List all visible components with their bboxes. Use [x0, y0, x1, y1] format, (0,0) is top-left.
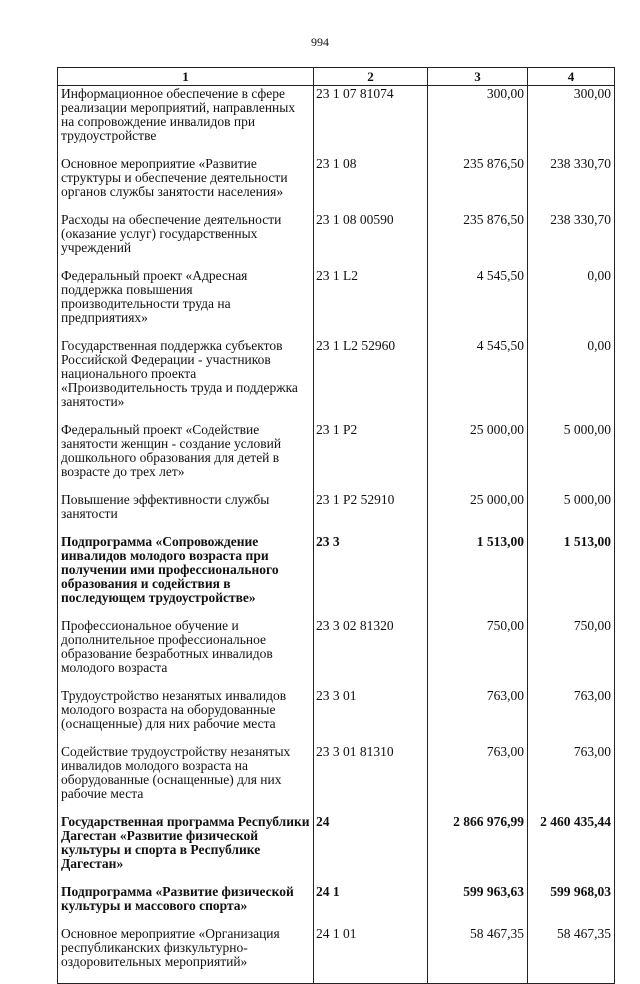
column-header-1: 1 — [58, 68, 314, 86]
row-code-cell: 23 3 01 81310 — [314, 745, 428, 815]
row-code-cell: 23 1 P2 52910 — [314, 493, 428, 535]
table-row — [58, 493, 615, 535]
row-value-2021-cell: 0,00 — [528, 269, 615, 339]
row-value-2020-cell: 300,00 — [428, 86, 528, 158]
row-value-2020-cell: 763,00 — [428, 689, 528, 745]
row-value-2021-cell: 5 000,00 — [528, 493, 615, 535]
table-row — [58, 269, 615, 339]
row-value-2020-cell: 235 876,50 — [428, 157, 528, 213]
page-number: 994 — [311, 35, 329, 49]
table-header-row — [58, 68, 615, 86]
table-row — [58, 86, 615, 158]
row-name-cell: Федеральный проект «Адресная поддержка повышения производительности труда на предприятиях» — [58, 269, 314, 339]
table-row — [58, 689, 615, 745]
row-value-2020-cell: 235 876,50 — [428, 213, 528, 269]
row-value-2020-cell: 599 963,63 — [428, 885, 528, 927]
row-name-cell: Государственная программа Республики Дагестан «Развитие физической культуры и спорта в Республике Дагестан» — [58, 815, 314, 885]
row-code-cell: 23 3 02 81320 — [314, 619, 428, 689]
row-value-2021-cell: 599 968,03 — [528, 885, 615, 927]
row-code-cell: 23 1 07 81074 — [314, 86, 428, 158]
table-row — [58, 213, 615, 269]
row-value-2021-cell: 0,00 — [528, 339, 615, 423]
row-value-2020-cell: 1 513,00 — [428, 535, 528, 619]
row-value-2021-cell: 763,00 — [528, 689, 615, 745]
row-name-cell: Государственная поддержка субъектов Российской Федерации - участников национального проекта «Производительность труда и поддержка занятости» — [58, 339, 314, 423]
table-row — [58, 619, 615, 689]
row-name-cell: Трудоустройство незанятых инвалидов молодого возраста на оборудованные (оснащенные) для них рабочие места — [58, 689, 314, 745]
row-name-cell: Подпрограмма «Сопровождение инвалидов молодого возраста при получении ими профессионального образования и содействия в последующем трудоустройстве» — [58, 535, 314, 619]
row-name-cell: Основное мероприятие «Организация республиканских физкультурно-оздоровительных мероприятий» — [58, 927, 314, 984]
row-name-cell: Федеральный проект «Содействие занятости женщин - создание условий дошкольного образования для детей в возрасте до трех лет» — [58, 423, 314, 493]
table-row — [58, 927, 615, 984]
row-value-2020-cell: 25 000,00 — [428, 493, 528, 535]
row-value-2020-cell: 750,00 — [428, 619, 528, 689]
row-code-cell: 23 3 — [314, 535, 428, 619]
row-value-2021-cell: 750,00 — [528, 619, 615, 689]
row-value-2020-cell: 2 866 976,99 — [428, 815, 528, 885]
row-value-2020-cell: 4 545,50 — [428, 339, 528, 423]
table-row — [58, 815, 615, 885]
row-code-cell: 24 1 01 — [314, 927, 428, 984]
row-name-cell: Содействие трудоустройству незанятых инвалидов молодого возраста на оборудованные (оснащенные) для них рабочие места — [58, 745, 314, 815]
row-name-cell: Информационное обеспечение в сфере реализации мероприятий, направленных на сопровождение инвалидов при трудоустройстве — [58, 86, 314, 158]
budget-table — [57, 67, 615, 984]
row-code-cell: 23 1 L2 52960 — [314, 339, 428, 423]
row-code-cell: 23 1 P2 — [314, 423, 428, 493]
row-value-2021-cell: 238 330,70 — [528, 157, 615, 213]
table-row — [58, 885, 615, 927]
row-name-cell: Основное мероприятие «Развитие структуры и обеспечение деятельности органов службы занятости населения» — [58, 157, 314, 213]
row-value-2021-cell: 2 460 435,44 — [528, 815, 615, 885]
table-row — [58, 745, 615, 815]
column-header-3: 3 — [428, 68, 528, 86]
row-code-cell: 24 — [314, 815, 428, 885]
row-value-2021-cell: 238 330,70 — [528, 213, 615, 269]
row-value-2020-cell: 58 467,35 — [428, 927, 528, 984]
row-code-cell: 23 1 08 00590 — [314, 213, 428, 269]
row-code-cell: 24 1 — [314, 885, 428, 927]
row-code-cell: 23 3 01 — [314, 689, 428, 745]
row-value-2020-cell: 25 000,00 — [428, 423, 528, 493]
row-value-2020-cell: 763,00 — [428, 745, 528, 815]
row-name-cell: Повышение эффективности службы занятости — [58, 493, 314, 535]
row-code-cell: 23 1 L2 — [314, 269, 428, 339]
row-name-cell: Подпрограмма «Развитие физической культуры и массового спорта» — [58, 885, 314, 927]
row-name-cell: Профессиональное обучение и дополнительное профессиональное образование безработных инвалидов молодого возраста — [58, 619, 314, 689]
row-name-cell: Расходы на обеспечение деятельности (оказание услуг) государственных учреждений — [58, 213, 314, 269]
column-header-2: 2 — [314, 68, 428, 86]
table-row — [58, 339, 615, 423]
row-value-2021-cell: 1 513,00 — [528, 535, 615, 619]
table-row — [58, 423, 615, 493]
row-value-2021-cell: 58 467,35 — [528, 927, 615, 984]
table-row — [58, 157, 615, 213]
row-value-2021-cell: 5 000,00 — [528, 423, 615, 493]
column-header-4: 4 — [528, 68, 615, 86]
table-body — [58, 86, 615, 984]
table-row — [58, 535, 615, 619]
row-value-2020-cell: 4 545,50 — [428, 269, 528, 339]
row-value-2021-cell: 300,00 — [528, 86, 615, 158]
row-code-cell: 23 1 08 — [314, 157, 428, 213]
row-value-2021-cell: 763,00 — [528, 745, 615, 815]
